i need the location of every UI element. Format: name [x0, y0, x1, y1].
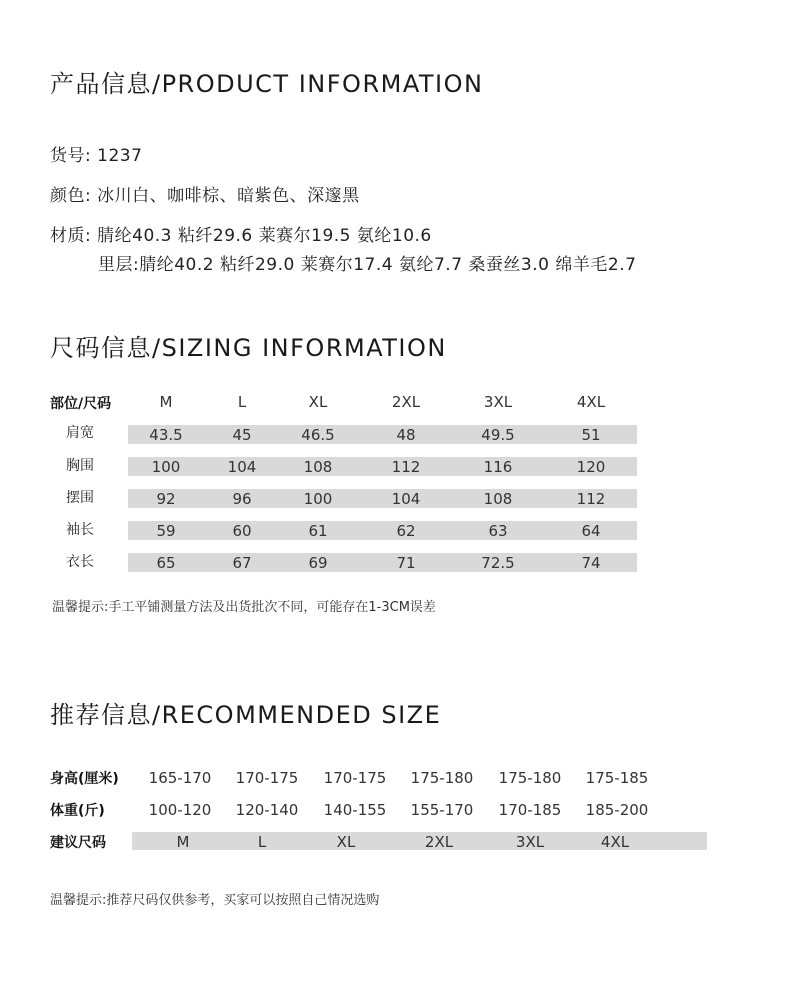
weight-value: 170-185 — [498, 801, 562, 819]
cell: 100 — [303, 490, 333, 508]
lining-line: 里层:腈纶40.2 粘纤29.0 莱赛尔17.4 氨纶7.7 桑蚕丝3.0 绵羊毛2.7 — [98, 255, 637, 275]
suggested-size-value: XL — [336, 833, 356, 851]
recommended-heading: 推荐信息/RECOMMENDED SIZE — [50, 701, 442, 729]
cell: 67 — [232, 554, 252, 572]
cell: 59 — [156, 522, 176, 540]
size-header-4xl: 4XL — [576, 393, 606, 411]
cell: 65 — [156, 554, 176, 572]
cell: 108 — [303, 458, 333, 476]
row-label-shoulder: 肩宽 — [66, 425, 94, 441]
cell: 46.5 — [301, 426, 335, 444]
sizing-info-heading: 尺码信息/SIZING INFORMATION — [50, 334, 447, 362]
weight-value: 140-155 — [323, 801, 387, 819]
row-label-length: 衣长 — [66, 554, 94, 570]
weight-value: 100-120 — [148, 801, 212, 819]
suggested-size-value: M — [176, 833, 190, 851]
cell: 120 — [576, 458, 606, 476]
suggested-size-value: L — [257, 833, 267, 851]
cell: 45 — [232, 426, 252, 444]
cell: 64 — [581, 522, 601, 540]
product-info-heading: 产品信息/PRODUCT INFORMATION — [50, 70, 484, 98]
weight-value: 155-170 — [410, 801, 474, 819]
colors-line: 颜色: 冰川白、咖啡棕、暗紫色、深邃黑 — [50, 186, 360, 206]
weight-value: 185-200 — [585, 801, 649, 819]
item-number: 货号: 1237 — [50, 146, 143, 166]
cell: 49.5 — [481, 426, 515, 444]
cell: 116 — [483, 458, 513, 476]
recommend-note: 温馨提示:推荐尺码仅供参考，买家可以按照自己情况选购 — [50, 893, 380, 908]
cell: 104 — [227, 458, 257, 476]
row-label-chest: 胸围 — [66, 458, 94, 474]
suggested-size-value: 2XL — [424, 833, 454, 851]
cell: 100 — [151, 458, 181, 476]
size-header-m: M — [159, 393, 173, 411]
size-table-corner: 部位/尺码 — [50, 396, 112, 412]
row-label-hem: 摆围 — [66, 490, 94, 506]
height-value: 175-180 — [498, 769, 562, 787]
size-header-3xl: 3XL — [483, 393, 513, 411]
cell: 51 — [581, 426, 601, 444]
cell: 61 — [308, 522, 328, 540]
height-value: 170-175 — [235, 769, 299, 787]
cell: 112 — [576, 490, 606, 508]
height-label: 身高(厘米) — [50, 771, 119, 787]
cell: 104 — [391, 490, 421, 508]
size-header-2xl: 2XL — [391, 393, 421, 411]
weight-label: 体重(斤) — [50, 803, 105, 819]
cell: 72.5 — [481, 554, 515, 572]
material-line: 材质: 腈纶40.3 粘纤29.6 莱赛尔19.5 氨纶10.6 — [50, 226, 432, 246]
cell: 63 — [488, 522, 508, 540]
height-value: 170-175 — [323, 769, 387, 787]
height-value: 165-170 — [148, 769, 212, 787]
cell: 43.5 — [149, 426, 183, 444]
cell: 112 — [391, 458, 421, 476]
cell: 60 — [232, 522, 252, 540]
cell: 69 — [308, 554, 328, 572]
sizing-note: 温馨提示:手工平铺测量方法及出货批次不同，可能存在1-3CM误差 — [52, 600, 436, 615]
size-header-xl: XL — [308, 393, 328, 411]
suggested-size-value: 3XL — [515, 833, 545, 851]
cell: 71 — [396, 554, 416, 572]
row-label-sleeve: 袖长 — [66, 522, 94, 538]
suggested-size-value: 4XL — [600, 833, 630, 851]
cell: 62 — [396, 522, 416, 540]
suggested-size-label: 建议尺码 — [50, 835, 106, 851]
height-value: 175-180 — [410, 769, 474, 787]
cell: 108 — [483, 490, 513, 508]
height-value: 175-185 — [585, 769, 649, 787]
cell: 74 — [581, 554, 601, 572]
cell: 48 — [396, 426, 416, 444]
weight-value: 120-140 — [235, 801, 299, 819]
size-header-l: L — [237, 393, 247, 411]
cell: 92 — [156, 490, 176, 508]
cell: 96 — [232, 490, 252, 508]
